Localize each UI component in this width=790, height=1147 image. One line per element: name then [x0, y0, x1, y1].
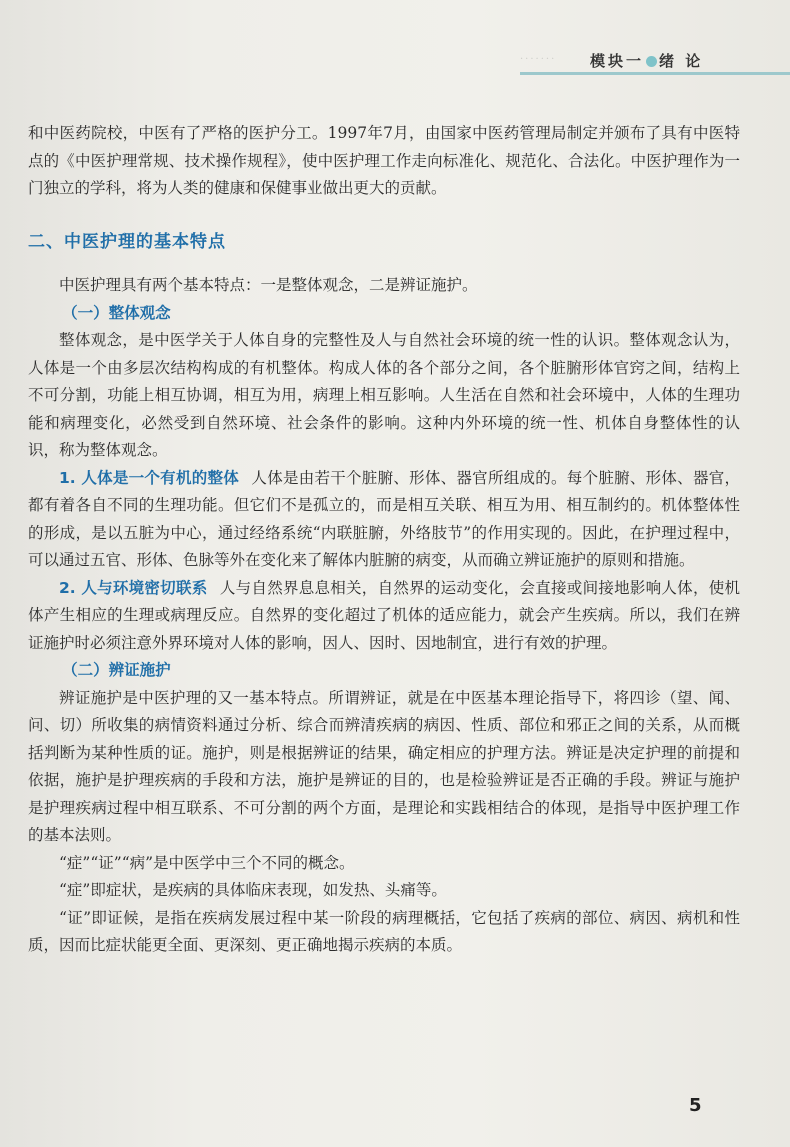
section-heading: 二、中医护理的基本特点 — [28, 231, 226, 252]
holistic-point-2 — [28, 575, 740, 658]
header-decoration: ······· — [520, 54, 557, 65]
point-1-heading: 1. 人体是一个有机的整体 — [59, 468, 240, 487]
header-chapter: 绪 论 — [659, 52, 704, 70]
intro-paragraph: 和中医药院校，中医有了严格的医护分工。1997年7月，由国家中医药管理局制定并颁布了具有中医特点的《中医护理常规、技术操作规程》，使中医护理工作走向标准化、规范化、合法化。中医护理作为一门独立的学科，将为人类的健康和保健事业做出更大的贡献。 — [28, 124, 740, 197]
syndrome-paragraph-2: “症”“证”“病”是中医学中三个不同的概念。 — [59, 853, 355, 872]
syndrome-paragraph-3: “症”即症状，是疾病的具体临床表现，如发热、头痛等。 — [59, 881, 447, 899]
subsection-heading-syndrome: （二）辨证施护 — [62, 661, 171, 679]
point-2-text: 人与自然界息息相关，自然界的运动变化，会直接或间接地影响人体，使机体产生相应的生理或病理反应。自然界的变化超过了机体的适应能力，就会产生疾病。所以，我们在辨证施护时必须注意外界环境对人体的影响，因人、因时、因地制宜，进行有效的护理。 — [28, 578, 740, 652]
page-number: 5 — [689, 1095, 702, 1116]
section-summary: 中医护理具有两个基本特点：一是整体观念，二是辨证施护。 — [59, 276, 478, 294]
header-module: 模块一 — [590, 52, 645, 70]
point-2-heading: 2. 人与环境密切联系 — [59, 578, 208, 597]
running-header — [520, 48, 790, 75]
circle-bullet-icon — [646, 56, 657, 67]
holistic-paragraph: 整体观念，是中医学关于人体自身的完整性及人与自然社会环境的统一性的认识。整体观念认为，人体是一个由多层次结构构成的有机整体。构成人体的各个部分之间，各个脏腑形体官窍之间，结构上不可分割，功能上相互协调，相互为用，病理上相互影响。人生活在自然和社会环境中，人体的生理功能和病理变化，必然受到自然环境、社会条件的影响。这种内外环境的统一性、机体自身整体性的认识，称为整体观念。 — [28, 331, 740, 459]
page-body — [28, 120, 740, 960]
syndrome-paragraph-4: “证”即证候，是指在疾病发展过程中某一阶段的病理概括，它包括了疾病的部位、病因、病机和性质，因而比症状能更全面、更深刻、更正确地揭示疾病的本质。 — [28, 908, 740, 954]
subsection-heading-holistic: （一）整体观念 — [62, 303, 171, 322]
holistic-point-1 — [28, 465, 740, 575]
syndrome-paragraph-1: 辨证施护是中医护理的又一基本特点。所谓辨证，就是在中医基本理论指导下，将四诊（望、闻、问、切）所收集的病情资料通过分析、综合而辨清疾病的病因、性质、部位和邪正之间的关系，从而概括判断为某种性质的证。施护，则是根据辨证的结果，确定相应的护理方法。辨证是决定护理的前提和依据，施护是护理疾病的手段和方法，施护是辨证的目的，也是检验辨证是否正确的手段。辨证与施护是护理疾病过程中相互联系、不可分割的两个方面，是理论和实践相结合的体现，是指导中医护理工作的基本法则。 — [28, 688, 740, 844]
point-1-text: 人体是由若干个脏腑、形体、器官所组成的。每个脏腑、形体、器官，都有着各自不同的生理功能。但它们不是孤立的，而是相互关联、相互为用、相互制约的。机体整体性的形成，是以五脏为中心，通过经络系统“内联脏腑，外络肢节”的作用实现的。因此，在护理过程中，可以通过五官、形体、色脉等外在变化来了解体内脏腑的病变，从而确立辨证施护的原则和措施。 — [28, 468, 740, 569]
running-header-title — [590, 50, 703, 71]
